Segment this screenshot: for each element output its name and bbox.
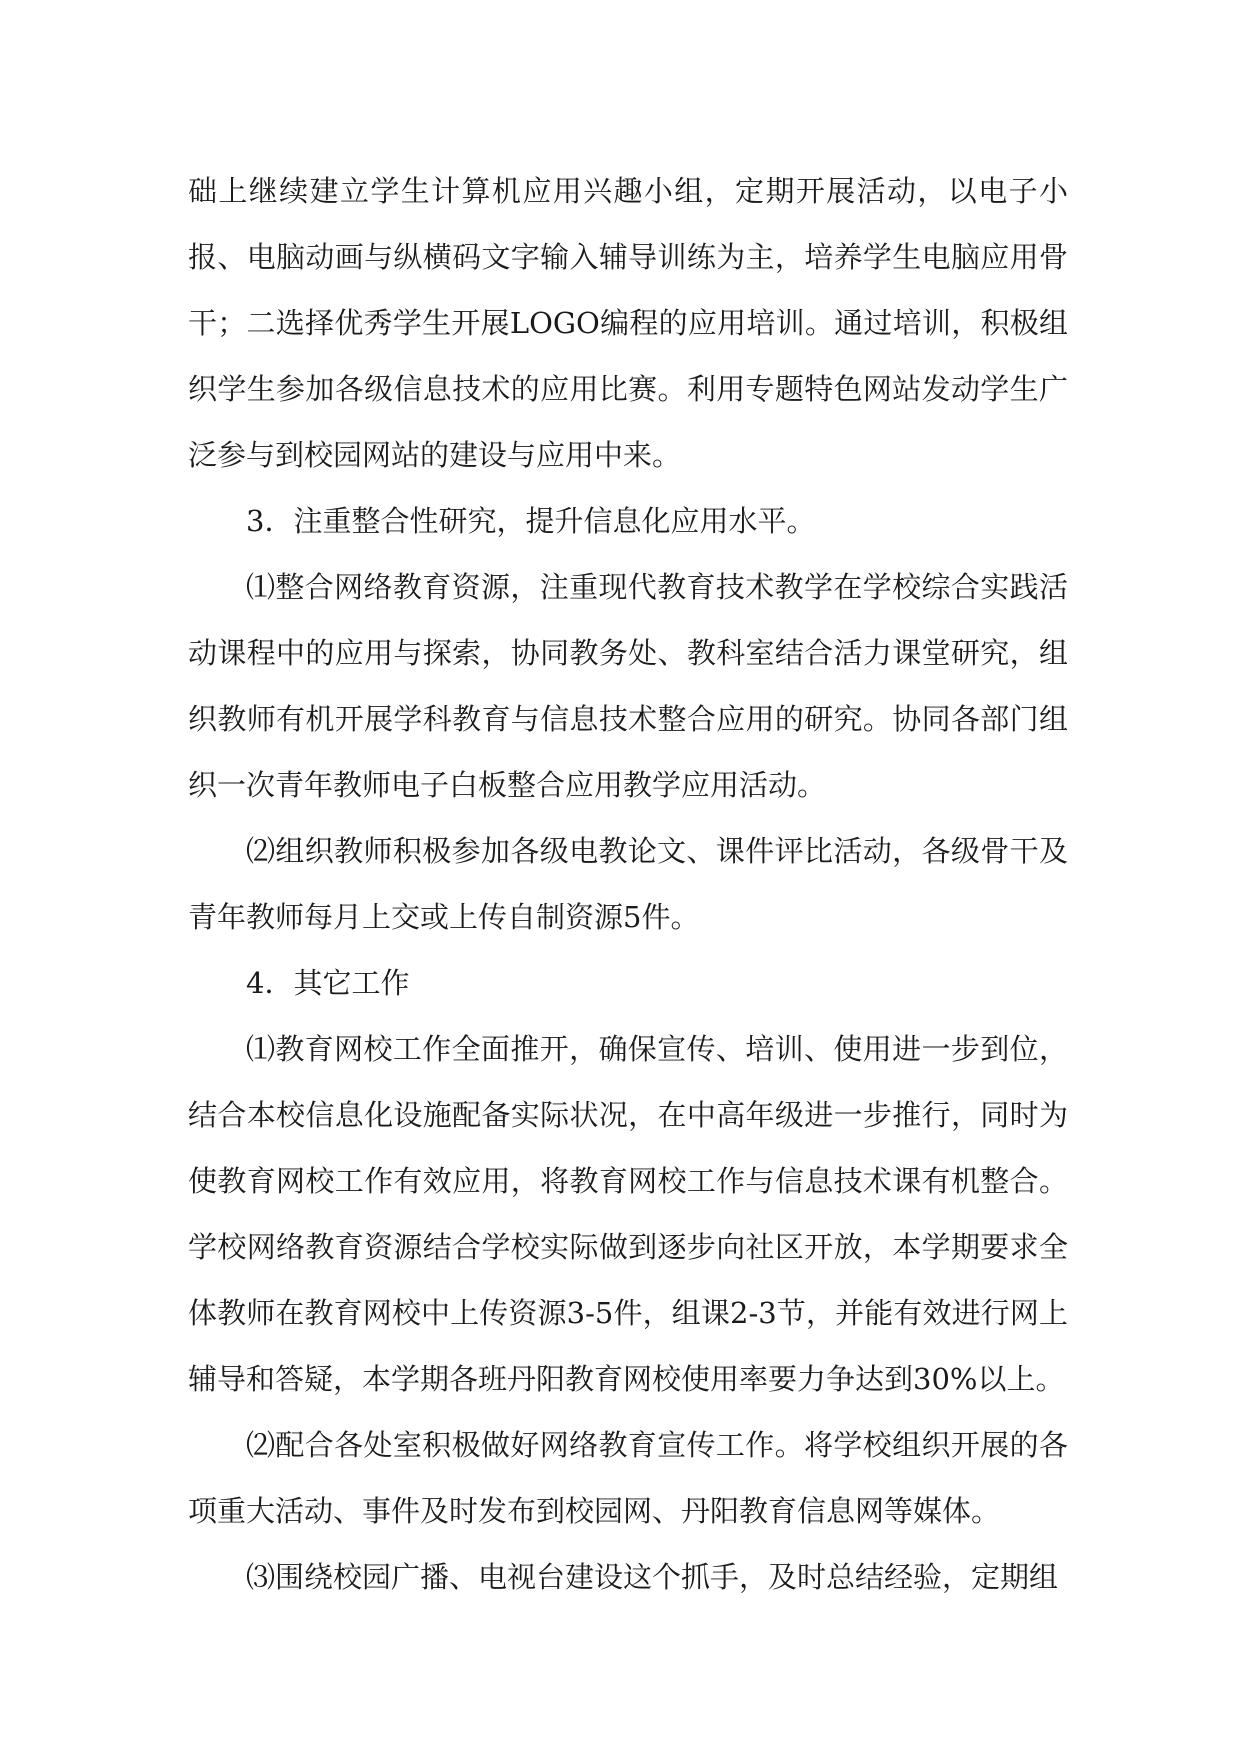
paragraph-broadcast-tv: ⑶围绕校园广播、电视台建设这个抓手，及时总结经验，定期组 [246, 1560, 1059, 1594]
document-body [188, 158, 1068, 1610]
paragraph-student-interest-groups: 础上继续建立学生计算机应用兴趣小组，定期开展活动，以电子小报、电脑动画与纵横码文字输入辅导训练为主，培养学生电脑应用骨干；二选择优秀学生开展LOGO编程的应用培训。通过培训，积极组织学生参加各级信息技术的应用比赛。利用专题特色网站发动学生广泛参与到校园网站的建设与应用中来。 [188, 174, 1068, 472]
paragraph-publicity: ⑵配合各处室积极做好网络教育宣传工作。将学校组织开展的各项重大活动、事件及时发布到校园网、丹阳教育信息网等媒体。 [188, 1428, 1068, 1528]
paragraph-teacher-papers: ⑵组织教师积极参加各级电教论文、课件评比活动，各级骨干及青年教师每月上交或上传自制资源5件。 [188, 834, 1068, 934]
heading-other-work: 4．其它工作 [246, 966, 410, 1000]
heading-integration-research: 3．注重整合性研究，提升信息化应用水平。 [246, 504, 816, 538]
paragraph-online-school: ⑴教育网校工作全面推开，确保宣传、培训、使用进一步到位，结合本校信息化设施配备实际状况，在中高年级进一步推行，同时为使教育网校工作有效应用，将教育网校工作与信息技术课有机整合。学校网络教育资源结合学校实际做到逐步向社区开放，本学期要求全体教师在教育网校中上传资源3-5件，组课2-3节，并能有效进行网上辅导和答疑，本学期各班丹阳教育网校使用率要力争达到30%以上。 [188, 1032, 1068, 1396]
paragraph-network-resources: ⑴整合网络教育资源，注重现代教育技术教学在学校综合实践活动课程中的应用与探索，协同教务处、教科室结合活力课堂研究，组织教师有机开展学科教育与信息技术整合应用的研究。协同各部门组织一次青年教师电子白板整合应用教学应用活动。 [188, 570, 1068, 802]
